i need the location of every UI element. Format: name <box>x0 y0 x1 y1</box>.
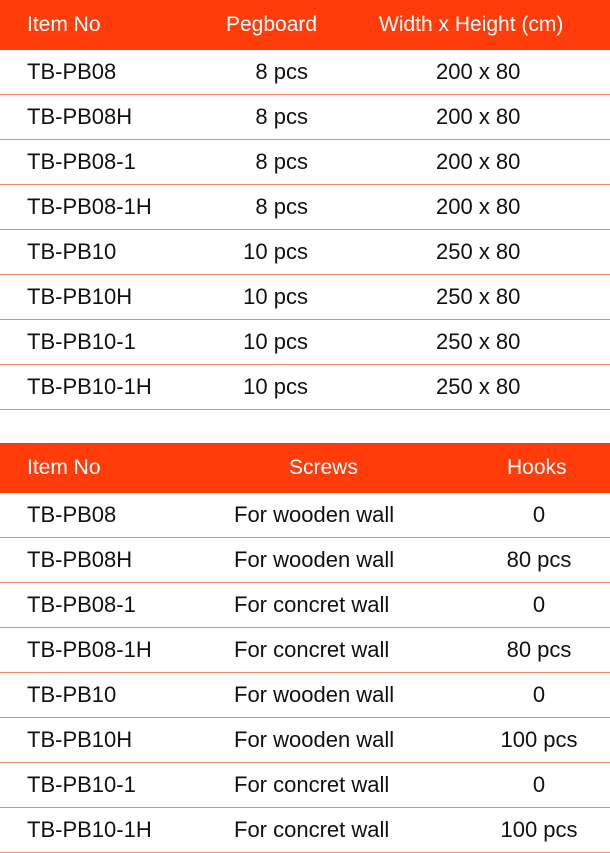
size-cell: 250 x 80 <box>436 329 521 354</box>
item-no-cell: TB-PB08 <box>27 502 117 527</box>
header-width-height: Width x Height (cm) <box>379 13 564 36</box>
item-no-cell: TB-PB08-1 <box>27 149 136 174</box>
table-row <box>0 673 610 718</box>
table-row <box>0 583 610 628</box>
pegboard-cell: 8 pcs <box>255 149 308 174</box>
screws-cell: For concret wall <box>234 817 390 842</box>
pegboard-cell: 10 pcs <box>243 284 308 309</box>
header-screws: Screws <box>289 456 358 479</box>
pegboard-cell: 10 pcs <box>243 329 308 354</box>
hooks-cell: 100 pcs <box>500 817 578 842</box>
pegboard-cell: 8 pcs <box>255 194 308 219</box>
header-item-no: Item No <box>27 456 101 479</box>
dimensions-table <box>0 0 610 410</box>
header-pegboard: Pegboard <box>226 13 318 36</box>
size-cell: 200 x 80 <box>436 59 521 84</box>
item-no-cell: TB-PB10H <box>27 727 133 752</box>
screws-cell: For concret wall <box>234 772 390 797</box>
table-row <box>0 275 610 320</box>
table-row <box>0 185 610 230</box>
size-cell: 250 x 80 <box>436 239 521 264</box>
hooks-cell: 80 pcs <box>506 637 572 662</box>
screws-cell: For concret wall <box>234 592 390 617</box>
item-no-cell: TB-PB10-1H <box>27 374 152 399</box>
size-cell: 250 x 80 <box>436 374 521 399</box>
screws-cell: For wooden wall <box>234 727 395 752</box>
table-row <box>0 718 610 763</box>
item-no-cell: TB-PB08H <box>27 547 133 572</box>
table-row <box>0 808 610 853</box>
size-cell: 200 x 80 <box>436 104 521 129</box>
item-no-cell: TB-PB08-1H <box>27 637 152 662</box>
dimensions-table-header <box>0 0 610 50</box>
table-row <box>0 320 610 365</box>
item-no-cell: TB-PB08 <box>27 59 117 84</box>
hooks-cell: 0 <box>532 592 546 617</box>
hooks-cell: 80 pcs <box>506 547 572 572</box>
hooks-cell: 0 <box>532 772 546 797</box>
pegboard-cell: 8 pcs <box>255 59 308 84</box>
header-hooks: Hooks <box>507 456 567 479</box>
table-row <box>0 365 610 410</box>
item-no-cell: TB-PB10-1H <box>27 817 152 842</box>
size-cell: 250 x 80 <box>436 284 521 309</box>
table-row <box>0 140 610 185</box>
accessories-table <box>0 443 610 853</box>
item-no-cell: TB-PB10 <box>27 682 117 707</box>
header-item-no: Item No <box>27 13 101 36</box>
item-no-cell: TB-PB08-1H <box>27 194 152 219</box>
size-cell: 200 x 80 <box>436 149 521 174</box>
screws-cell: For wooden wall <box>234 682 395 707</box>
table-row <box>0 50 610 95</box>
screws-cell: For wooden wall <box>234 547 395 572</box>
pegboard-cell: 10 pcs <box>243 239 308 264</box>
screws-cell: For wooden wall <box>234 502 395 527</box>
pegboard-cell: 8 pcs <box>255 104 308 129</box>
size-cell: 200 x 80 <box>436 194 521 219</box>
hooks-cell: 0 <box>532 502 546 527</box>
item-no-cell: TB-PB10-1 <box>27 772 136 797</box>
item-no-cell: TB-PB10 <box>27 239 117 264</box>
item-no-cell: TB-PB08-1 <box>27 592 136 617</box>
table-row <box>0 493 610 538</box>
table-row <box>0 230 610 275</box>
table-row <box>0 628 610 673</box>
item-no-cell: TB-PB10-1 <box>27 329 136 354</box>
item-no-cell: TB-PB08H <box>27 104 133 129</box>
table-row <box>0 95 610 140</box>
item-no-cell: TB-PB10H <box>27 284 133 309</box>
pegboard-cell: 10 pcs <box>243 374 308 399</box>
hooks-cell: 0 <box>532 682 546 707</box>
table-row <box>0 538 610 583</box>
accessories-table-header <box>0 443 610 493</box>
screws-cell: For concret wall <box>234 637 390 662</box>
hooks-cell: 100 pcs <box>500 727 578 752</box>
table-row <box>0 763 610 808</box>
